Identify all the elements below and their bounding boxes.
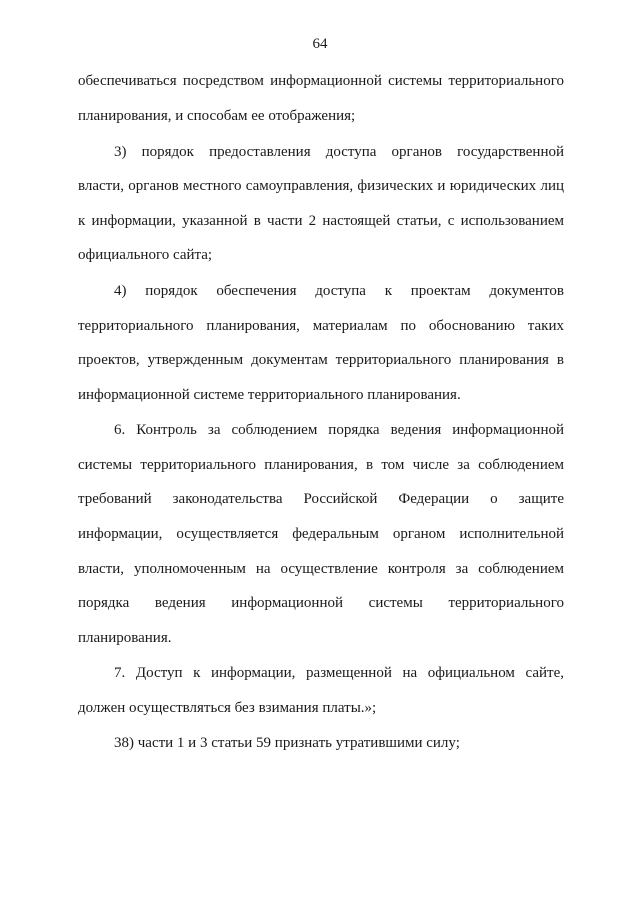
text-line: информационной системе территориального планирования. bbox=[78, 387, 461, 403]
text-line: к информации, указанной в части 2 настоящей статьи, с использованием bbox=[78, 213, 564, 229]
text-line: территориального планирования, материалам по обоснованию таких bbox=[78, 318, 564, 334]
page-number: 64 bbox=[312, 36, 328, 52]
text-line: информации, осуществляется федеральным органом исполнительной bbox=[78, 526, 564, 542]
text-line: порядка ведения информационной системы территориального bbox=[78, 595, 564, 611]
text-line: 4) порядок обеспечения доступа к проектам документов bbox=[114, 283, 564, 299]
text-line: 6. Контроль за соблюдением порядка ведения информационной bbox=[114, 422, 564, 438]
text-line: проектов, утвержденным документам территориального планирования в bbox=[78, 352, 564, 368]
text-line: планирования, и способам ее отображения; bbox=[78, 108, 356, 124]
text-line: требований законодательства Российской Федерации о защите bbox=[78, 491, 564, 507]
text-line: 7. Доступ к информации, размещенной на официальном сайте, bbox=[114, 665, 564, 681]
text-line: планирования. bbox=[78, 630, 172, 646]
text-line: 3) порядок предоставления доступа органов государственной bbox=[114, 144, 564, 160]
text-line: обеспечиваться посредством информационной системы территориального bbox=[78, 73, 564, 89]
text-line: 38) части 1 и 3 статьи 59 признать утратившими силу; bbox=[114, 735, 460, 751]
text-line: системы территориального планирования, в том числе за соблюдением bbox=[78, 457, 564, 473]
text-line: официального сайта; bbox=[78, 247, 213, 263]
text-line: власти, уполномоченным на осуществление контроля за соблюдением bbox=[78, 561, 564, 577]
text-line: должен осуществляться без взимания платы.»; bbox=[78, 700, 377, 716]
text-line: власти, органов местного самоуправления, физических и юридических лиц bbox=[78, 178, 564, 194]
